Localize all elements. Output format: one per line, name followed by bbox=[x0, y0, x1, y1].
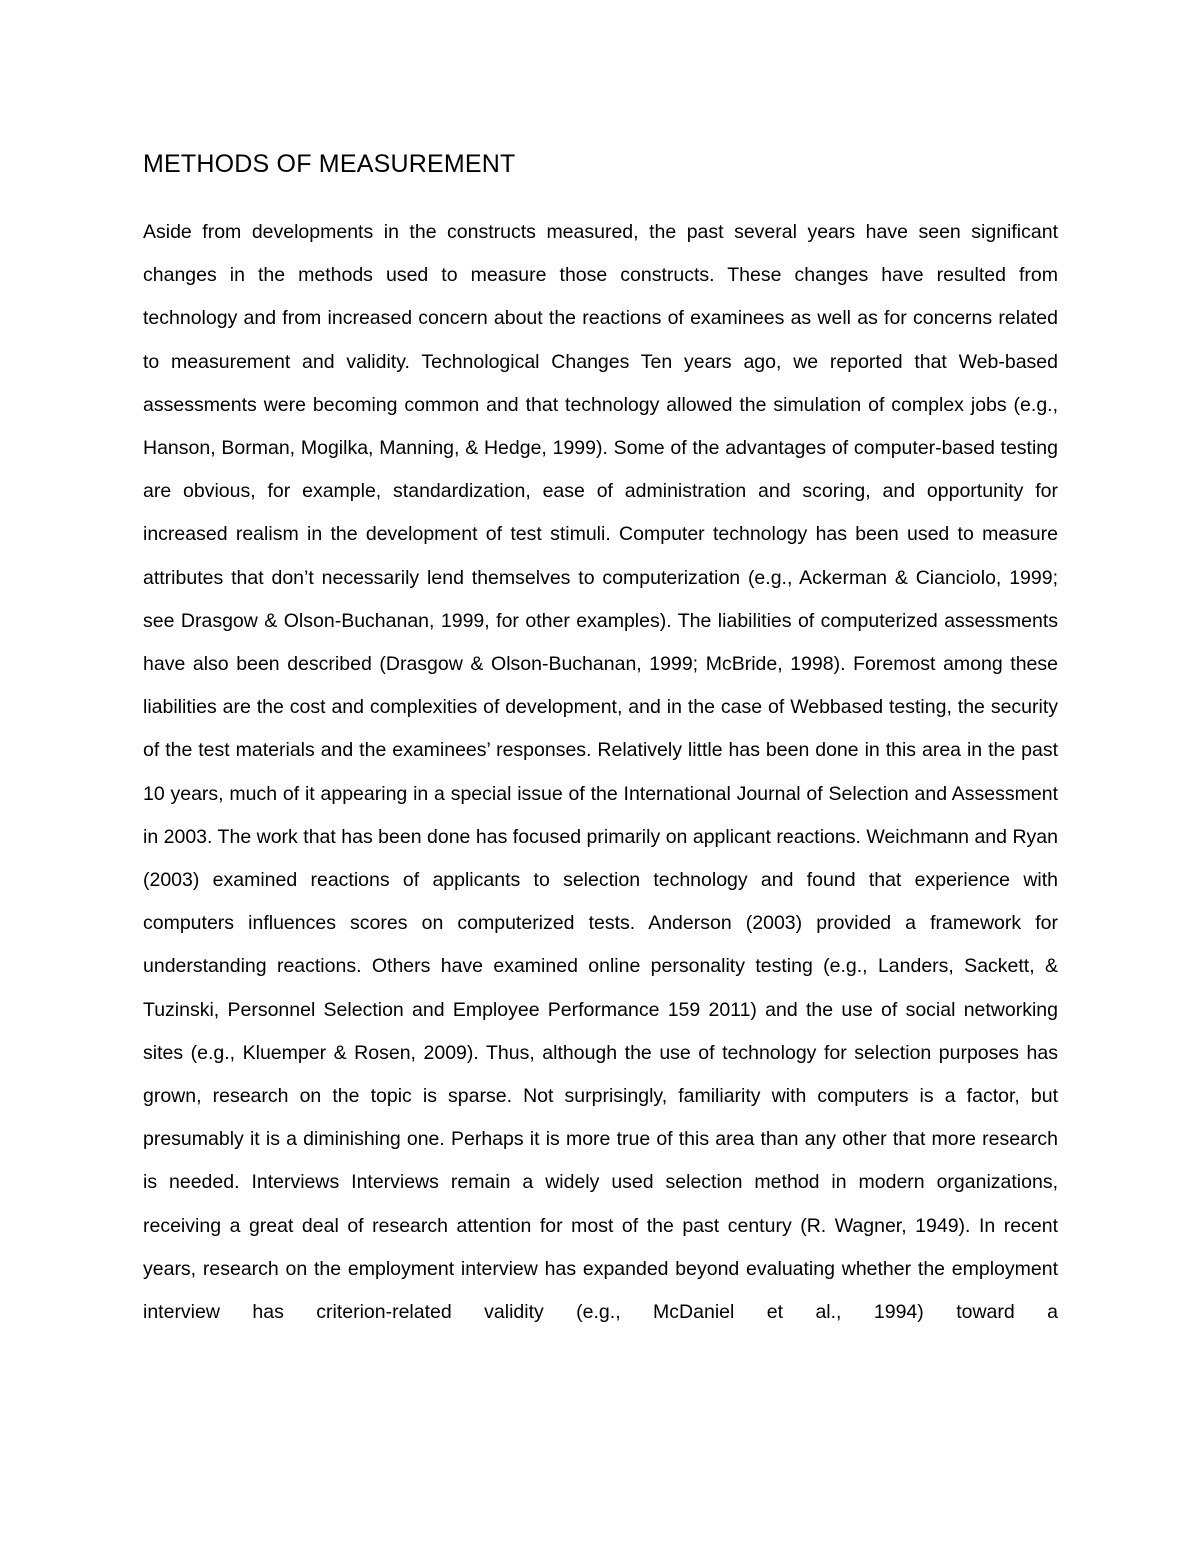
document-body-paragraph: Aside from developments in the constructs measured, the past several years have seen significant changes in the methods used to measure those constructs. These changes have resulted from technology and from increased concern about the reactions of examinees as well as for concerns related to measurement and validity. Technological Changes Ten years ago, we reported that Web-based assessments were becoming common and that technology allowed the simulation of complex jobs (e.g., Hanson, Borman, Mogilka, Manning, & Hedge, 1999). Some of the advantages of computer-based testing are obvious, for example, standardization, ease of administration and scoring, and opportunity for increased realism in the development of test stimuli. Computer technology has been used to measure attributes that don’t necessarily lend themselves to computerization (e.g., Ackerman & Cianciolo, 1999; see Drasgow & Olson-Buchanan, 1999, for other examples). The liabilities of computerized assessments have also been described (Drasgow & Olson-Buchanan, 1999; McBride, 1998). Foremost among these liabilities are the cost and complexities of development, and in the case of Webbased testing, the security of the test materials and the examinees’ responses. Relatively little has been done in this area in the past 10 years, much of it appearing in a special issue of the International Journal of Selection and Assessment in 2003. The work that has been done has focused primarily on applicant reactions. Weichmann and Ryan (2003) examined reactions of applicants to selection technology and found that experience with computers influences scores on computerized tests. Anderson (2003) provided a framework for understanding reactions. Others have examined online personality testing (e.g., Landers, Sackett, & Tuzinski, Personnel Selection and Employee Performance 159 2011) and the use of social networking sites (e.g., Kluemper & Rosen, 2009). Thus, although the use of technology for selection purposes has grown, research on the topic is sparse. Not surprisingly, familiarity with computers is a factor, but presumably it is a diminishing one. Perhaps it is more true of this area than any other that more research is needed. Interviews Interviews remain a widely used selection method in modern organizations, receiving a great deal of research attention for most of the past century (R. Wagner, 1949). In recent years, research on the employment interview has expanded beyond evaluating whether the employment interview has criterion-related validity (e.g., McDaniel et al., 1994) toward a bbox=[143, 221, 1058, 1324]
document-heading: METHODS OF MEASUREMENT bbox=[143, 150, 516, 178]
